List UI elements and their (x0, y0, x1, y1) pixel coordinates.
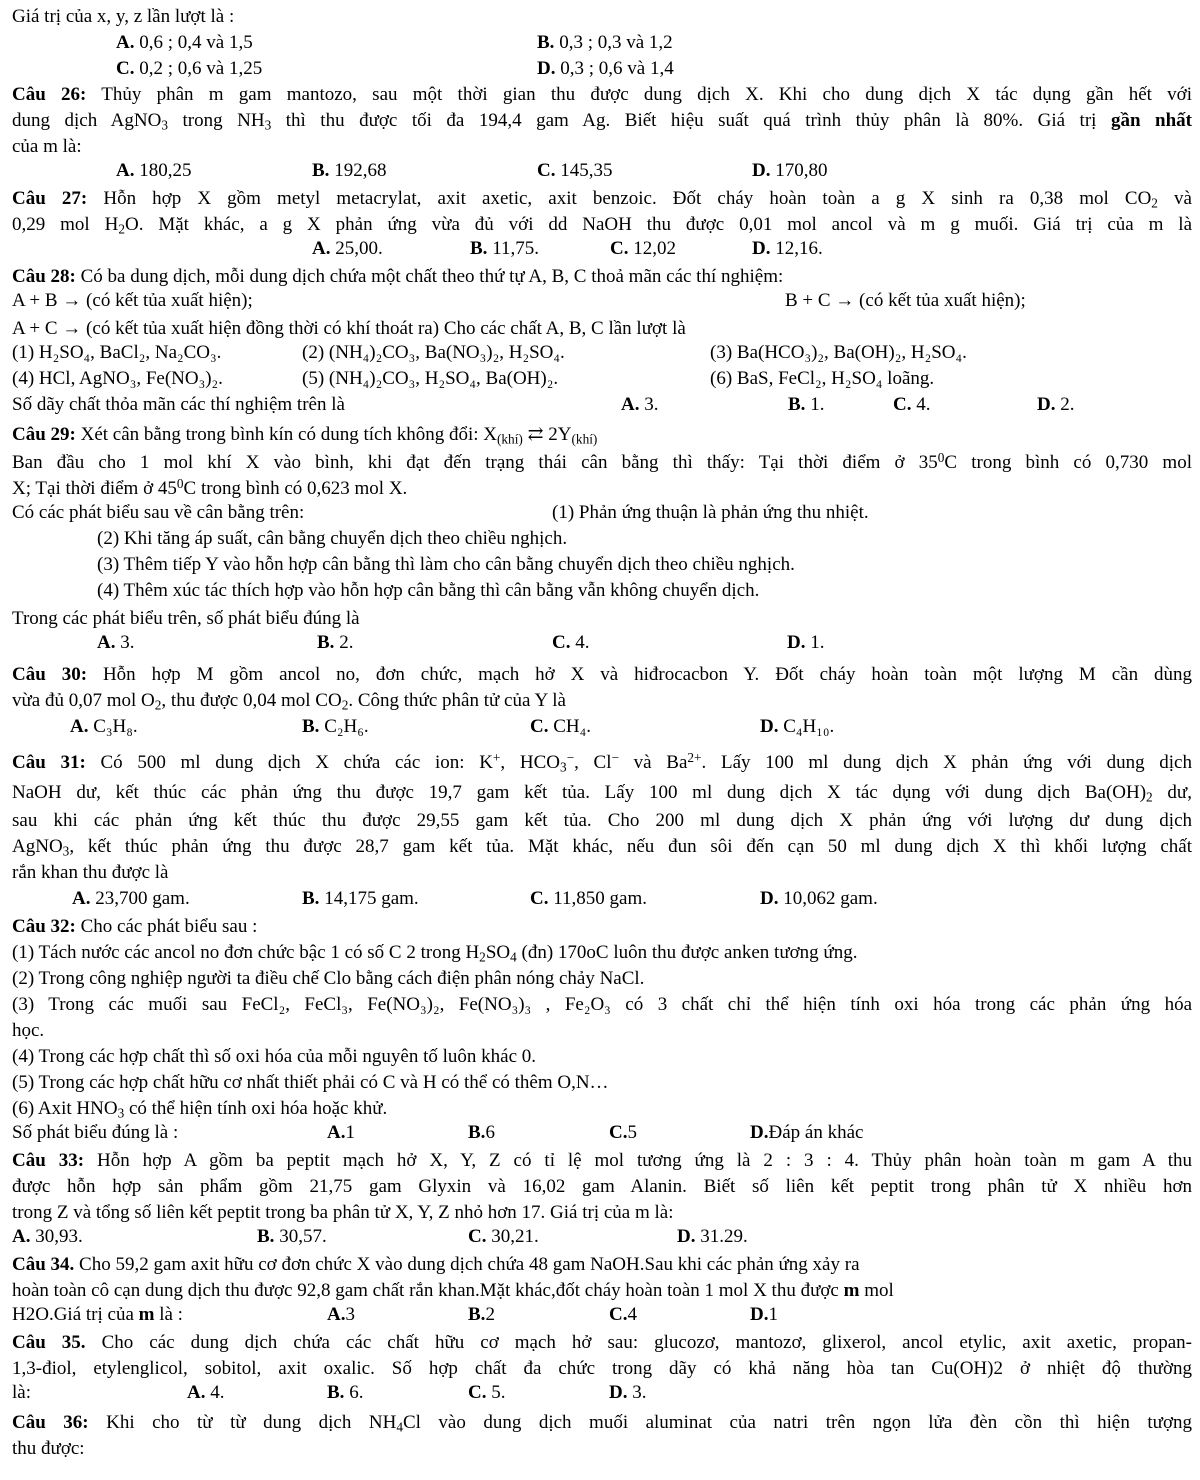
q34-question: H2O.Giá trị của m là : (12, 1304, 183, 1325)
q32-question: Số phát biểu đúng là : (12, 1122, 179, 1143)
q31-line-2: NaOH dư, kết thúc các phản ứng thu được 19,7 gam kết tủa. Lấy 100 ml dung dịch X tác dụng với dung dịch $Ba(OH)_2$ dư, (12, 782, 1192, 805)
q26-option-d: D. 170,80 (752, 160, 828, 181)
q32-option-a: A.1 (327, 1122, 355, 1143)
option-c: C. 0,2 ; 0,6 và 1,25 (116, 58, 263, 79)
q31-option-d: D. 10,062 gam. (760, 888, 878, 909)
q33-line-2: được hỗn hợp sản phẩm gồm 21,75 gam Glyxin và 16,02 gam Alanin. Biết số liên kết peptit trong phân tử X nhiều hơn (12, 1176, 1192, 1197)
q32-statement-1: (1) Tách nước các ancol no đơn chức bậc 1 có số C 2 trong $H_2SO_4$ (đn) 170oC luôn thu được anken tương ứng. (12, 942, 858, 965)
q30-option-d: D. C₄H₁₀. (760, 716, 835, 737)
q33-option-c: C. 30,21. (468, 1226, 539, 1247)
q30-option-c: C. CH₄. (530, 716, 592, 737)
q29-line-1: Câu 29: Xét cân bằng trong bình kín có dung tích không đổi: $X_{(khí)}$ ⇄ $2Y_{(khí)}$ (12, 424, 598, 447)
q26-option-b: B. 192,68 (312, 160, 387, 181)
q26-line-3: của m là: (12, 136, 82, 157)
q34-line-1: Câu 34. Cho 59,2 gam axit hữu cơ đơn chức X vào dung dịch chứa 48 gam NaOH.Sau khi các phản ứng xảy ra (12, 1254, 860, 1275)
q32-statement-4: (4) Trong các hợp chất thì số oxi hóa của mỗi nguyên tố luôn khác 0. (12, 1046, 537, 1067)
q35-option-a: A. 4. (187, 1382, 225, 1403)
q29-option-d: D. 1. (787, 632, 825, 653)
q28-experiment-bc: B + C → (có kết tủa xuất hiện); (785, 290, 1026, 311)
q32-statement-5: (5) Trong các hợp chất hữu cơ nhất thiết phải có C và H có thể có thêm O,N… (12, 1072, 609, 1093)
q34-option-d: D.1 (750, 1304, 778, 1325)
q28-choice-2: (2) (NH₄)₂CO₃, Ba(NO₃)₂, H₂SO₄. (302, 342, 565, 363)
q32-statement-2: (2) Trong công nghiệp người ta điều chế Clo bằng cách điện phân nóng chảy NaCl. (12, 968, 645, 989)
q29-option-c: C. 4. (552, 632, 590, 653)
q29-line-3: X; Tại thời điểm ở $45^0C$ trong bình có 0,623 mol X. (12, 476, 408, 499)
q27-option-c: C. 12,02 (610, 238, 676, 259)
q35-option-d: D. 3. (609, 1382, 647, 1403)
q32-option-d: D.Đáp án khác (750, 1122, 864, 1143)
q28-question: Số dãy chất thỏa mãn các thí nghiệm trên là (12, 394, 345, 415)
q33-line-3: trong Z và tổng số liên kết peptit trong ba phân tử X, Y, Z nhỏ hơn 17. Giá trị của m là: (12, 1202, 674, 1223)
q29-statement-2: (2) Khi tăng áp suất, cân bằng chuyển dịch theo chiều nghịch. (97, 528, 568, 549)
q31-line-3: sau khi các phản ứng kết thúc thu được 29,55 gam kết tủa. Cho 200 ml dung dịch X phản ứng với lượng dư dung dịch (12, 810, 1192, 831)
q27-option-a: A. 25,00. (312, 238, 383, 259)
q28-option-c: C. 4. (893, 394, 931, 415)
q26-option-a: A. 180,25 (116, 160, 192, 181)
q35-line-2: 1,3-điol, etylenglicol, sobitol, axit oxalic. Số hợp chất đa chức trong dãy có khả năng hòa tan Cu(OH)2 ở nhiệt độ thường (12, 1358, 1192, 1379)
q31-option-a: A. 23,700 gam. (72, 888, 190, 909)
q28-line-1: Câu 28: Có ba dung dịch, mỗi dung dịch chứa một chất theo thứ tự A, B, C thoả mãn các thí nghiệm: (12, 266, 784, 287)
q35-line-1: Câu 35. Cho các dung dịch chứa các chất hữu cơ mạch hở sau: glucozơ, mantozơ, glixerol, ancol etylic, axit axetic, propan- (12, 1332, 1192, 1353)
q29-line-2: Ban đầu cho 1 mol khí X vào bình, khi đạt đến trạng thái cân bằng thì thấy: Tại thời điểm ở $35^0C$ trong bình có 0,730 mol (12, 450, 1192, 473)
q34-option-b: B.2 (468, 1304, 495, 1325)
q29-statement-3: (3) Thêm tiếp Y vào hỗn hợp cân bằng thì làm cho cân bằng chuyển dịch theo chiều nghịch. (97, 554, 795, 575)
q30-option-a: A. C₃H₈. (70, 716, 138, 737)
q28-choice-5: (5) (NH₄)₂CO₃, H₂SO₄, Ba(OH)₂. (302, 368, 559, 389)
q27-option-d: D. 12,16. (752, 238, 823, 259)
q27-line-1: Câu 27: Hỗn hợp X gồm metyl metacrylat, axit axetic, axit benzoic. Đốt cháy hoàn toàn a g X sinh ra 0,38 mol $CO_2$ và (12, 188, 1192, 211)
q35-question: là: (12, 1382, 31, 1403)
q33-option-b: B. 30,57. (257, 1226, 327, 1247)
q28-experiment-ab: A + B → (có kết tủa xuất hiện); (12, 290, 253, 311)
option-b: B. 0,3 ; 0,3 và 1,2 (537, 32, 673, 53)
q31-option-b: B. 14,175 gam. (302, 888, 419, 909)
q30-line-1: Câu 30: Hỗn hợp M gồm ancol no, đơn chức, mạch hở X và hiđrocacbon Y. Đốt cháy hoàn toàn một lượng M cần dùng (12, 664, 1192, 685)
q26-line-1: Câu 26: Thủy phân m gam mantozo, sau một thời gian thu được dung dịch X. Khi cho dung dịch X tác dụng gần hết với (12, 84, 1192, 105)
q29-option-b: B. 2. (317, 632, 354, 653)
intro-line: Giá trị của x, y, z lần lượt là : (12, 6, 235, 27)
q32-statement-3-cont: học. (12, 1020, 45, 1041)
q35-option-c: C. 5. (468, 1382, 506, 1403)
q29-intro-statements: Có các phát biểu sau về cân bằng trên: (12, 502, 305, 523)
q26-option-c: C. 145,35 (537, 160, 613, 181)
q27-line-2: 0,29 mol $H_2O$. Mặt khác, a g X phản ứng vừa đủ với dd NaOH thu được 0,01 mol ancol và m g muối. Giá trị của m là (12, 214, 1192, 237)
q28-choice-6: (6) BaS, FeCl₂, H₂SO₄ loãng. (710, 368, 935, 389)
q28-choice-1: (1) H₂SO₄, BaCl₂, Na₂CO₃. (12, 342, 222, 363)
q28-option-d: D. 2. (1037, 394, 1075, 415)
q28-option-a: A. 3. (621, 394, 659, 415)
q31-line-1: Câu 31: Có 500 ml dung dịch X chứa các ion: K+, $HCO_3^-$, Cl− và $Ba^{2+}$. Lấy 100 ml dung dịch X phản ứng với dung dịch (12, 750, 1192, 775)
option-d: D. 0,3 ; 0,6 và 1,4 (537, 58, 674, 79)
q32-option-c: C.5 (609, 1122, 637, 1143)
q36-line-1: Câu 36: Khi cho từ từ dung dịch $NH_4Cl$ vào dung dịch muối aluminat của natri trên ngọn lửa đèn cồn thì hiện tượng (12, 1412, 1192, 1435)
q33-option-d: D. 31.29. (677, 1226, 748, 1247)
q29-question: Trong các phát biểu trên, số phát biểu đúng là (12, 608, 360, 629)
q32-statement-6: (6) Axit $HNO_3$ có thể hiện tính oxi hóa hoặc khử. (12, 1098, 388, 1121)
q28-line-3: A + C → (có kết tủa xuất hiện đồng thời có khí thoát ra) Cho các chất A, B, C lần lượt là (12, 318, 686, 339)
q29-statement-4: (4) Thêm xúc tác thích hợp vào hỗn hợp cân bằng thì cân bằng vẫn không chuyển dịch. (97, 580, 760, 601)
q31-line-5: rắn khan thu được là (12, 862, 169, 883)
q32-statement-3: (3) Trong các muối sau FeCl₂, FeCl₃, Fe(NO₃)₂, Fe(NO₃)₃ , Fe₂O₃ có 3 chất chỉ thể hiện tính oxi hóa trong các phản ứng hóa (12, 994, 1192, 1015)
q35-option-b: B. 6. (327, 1382, 364, 1403)
q28-choice-4: (4) HCl, AgNO₃, Fe(NO₃)₂. (12, 368, 223, 389)
q34-option-c: C.4 (609, 1304, 637, 1325)
q29-option-a: A. 3. (97, 632, 135, 653)
q26-line-2: dung dịch AgNO$_3$ trong $NH_3$ thì thu được tối đa 194,4 gam Ag. Biết hiệu suất quá trình thủy phân là 80%. Giá trị gần nhất (12, 110, 1192, 133)
option-a: A. 0,6 ; 0,4 và 1,5 (116, 32, 253, 53)
q31-line-4: AgNO$_3$, kết thúc phản ứng thu được 28,7 gam kết tủa. Mặt khác, nếu đun sôi đến cạn 50 ml dung dịch X thì khối lượng chất (12, 836, 1192, 859)
q27-option-b: B. 11,75. (470, 238, 539, 259)
q29-statement-1: (1) Phản ứng thuận là phản ứng thu nhiệt. (552, 502, 869, 523)
q34-option-a: A.3 (327, 1304, 355, 1325)
q28-choice-3: (3) Ba(HCO₃)₂, Ba(OH)₂, H₂SO₄. (710, 342, 967, 363)
q31-option-c: C. 11,850 gam. (530, 888, 647, 909)
q30-option-b: B. C₂H₆. (302, 716, 369, 737)
q34-line-2: hoàn toàn cô cạn dung dịch thu được 92,8 gam chất rắn khan.Mặt khác,đốt cháy hoàn toàn 1 mol X thu được m mol (12, 1280, 894, 1301)
q36-line-2: thu được: (12, 1438, 85, 1459)
q32-option-b: B.6 (468, 1122, 495, 1143)
q30-line-2: vừa đủ 0,07 mol $O_2$, thu được 0,04 mol $CO_2$. Công thức phân tử của Y là (12, 690, 566, 713)
q28-option-b: B. 1. (788, 394, 825, 415)
q32-line-1: Câu 32: Cho các phát biểu sau : (12, 916, 258, 937)
q33-option-a: A. 30,93. (12, 1226, 83, 1247)
q33-line-1: Câu 33: Hỗn hợp A gồm ba peptit mạch hở X, Y, Z có tỉ lệ mol tương ứng là 2 : 3 : 4. Thủy phân hoàn toàn m gam A thu (12, 1150, 1192, 1171)
